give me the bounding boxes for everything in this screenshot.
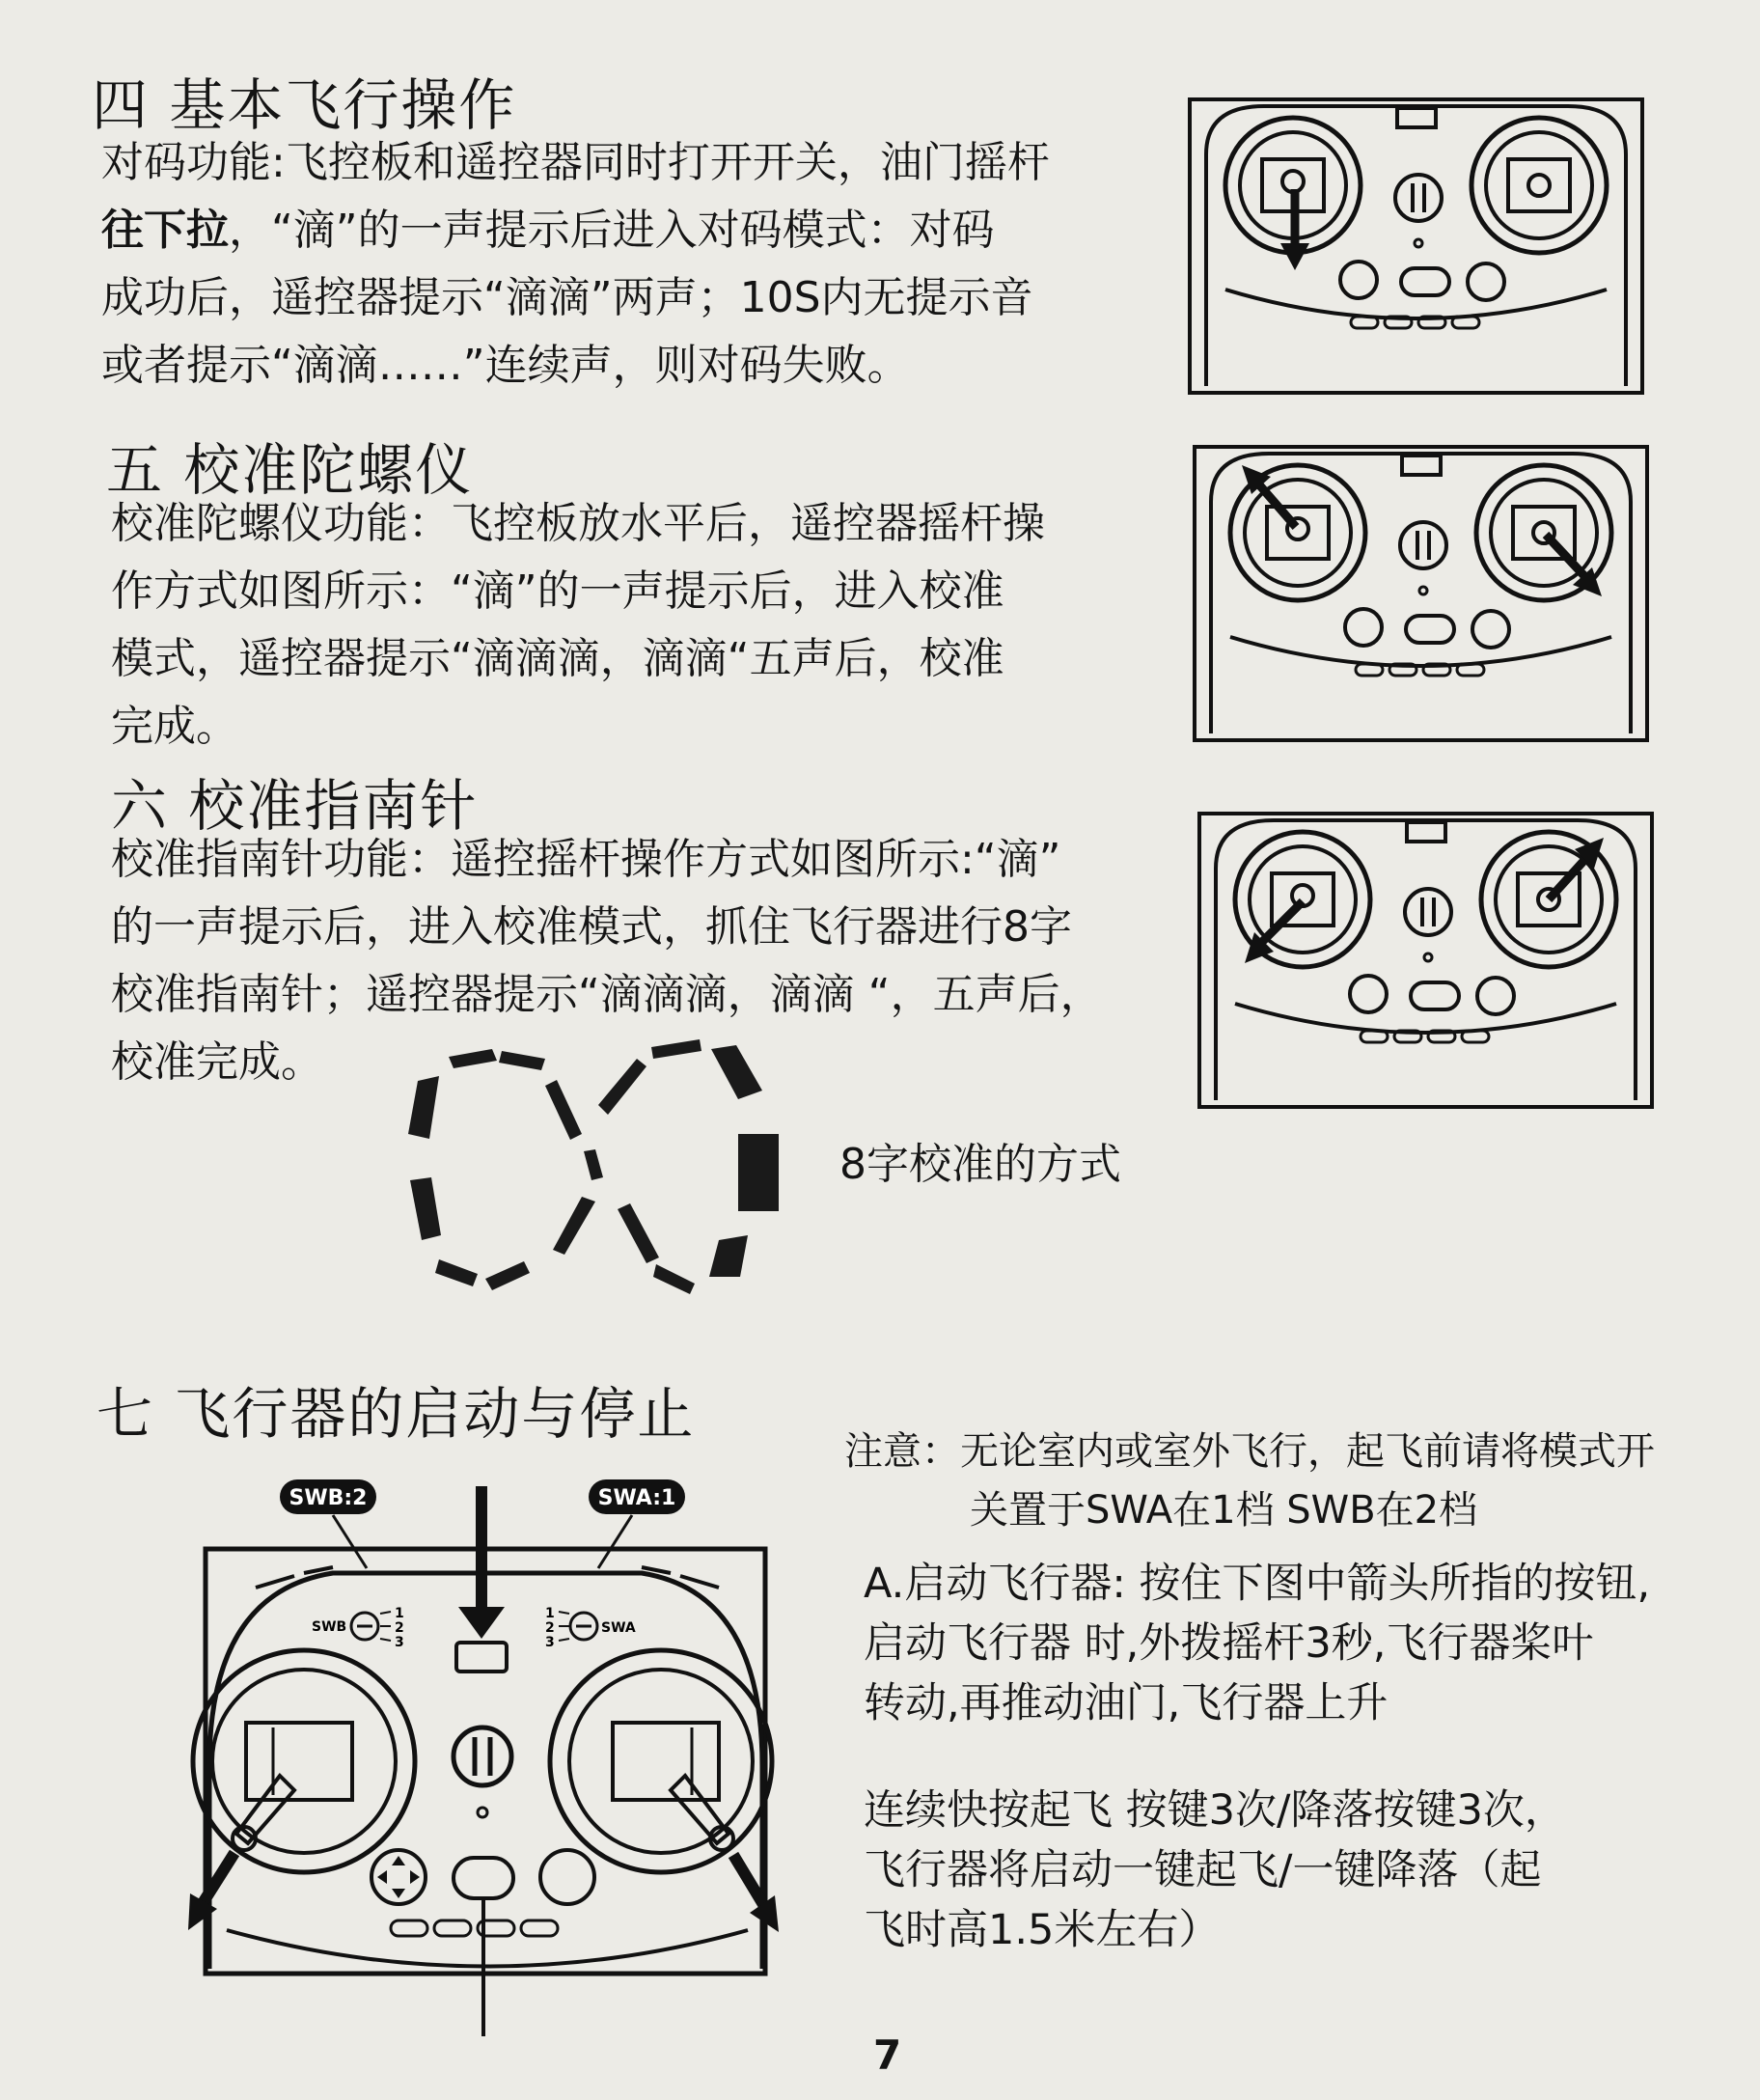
note-line-1: 注意：无论室内或室外飞行，起飞前请将模式开 xyxy=(844,1429,1655,1474)
section-6-body: 校准指南针功能：遥控摇杆操作方式如图所示:“滴” 的一声提示后，进入校准模式，抓住飞行器进行8字 校准指南针；遥控器提示“滴滴滴，滴滴 “，五声后， 校准完成。 xyxy=(111,835,1103,1087)
controller-diagram-gyro xyxy=(1192,444,1650,743)
section-7-title: 七 飞行器的启动与停止 xyxy=(96,1381,696,1447)
swb-badge xyxy=(280,1479,376,1514)
svg-text:SWB:2: SWB:2 xyxy=(289,1486,368,1510)
figure-8-diagram xyxy=(400,1037,806,1308)
start-aircraft-instructions: A.启动飞行器: 按住下图中箭头所指的按钮, 启动飞行器 时,外拨摇杆3秒,飞行器桨叶 转动,再推动油门,飞行器上升 xyxy=(864,1560,1651,1727)
svg-text:SWA: SWA xyxy=(601,1620,636,1636)
swa-badge xyxy=(589,1479,685,1514)
page-number: 7 xyxy=(873,2031,902,2079)
note-line-2: 关置于SWA在1档 SWB在2档 xyxy=(970,1488,1478,1533)
section-4-title: 四 基本飞行操作 xyxy=(92,72,517,138)
controller-diagram-start xyxy=(188,1477,786,2036)
svg-text:SWB: SWB xyxy=(312,1619,347,1635)
svg-text:2: 2 xyxy=(545,1620,555,1636)
svg-text:3: 3 xyxy=(545,1635,555,1650)
controller-diagram-compass xyxy=(1196,811,1655,1110)
svg-text:SWA:1: SWA:1 xyxy=(597,1486,676,1510)
one-key-takeoff-instructions: 连续快按起飞 按键3次/降落按键3次， 飞行器将启动一键起飞/一键降落（起 飞时高1.5米左右） xyxy=(864,1786,1566,1954)
section-4-body: 对码功能:飞控板和遥控器同时打开开关，油门摇杆 往下拉，“滴”的一声提示后进入对码模式：对码 成功后，遥控器提示“滴滴”两声；10S内无提示音 或者提示“滴滴……”连续声，则对码失败。 xyxy=(101,138,1050,390)
section-5-body: 校准陀螺仪功能：飞控板放水平后，遥控器摇杆操 作方式如图所示：“滴”的一声提示后，进入校准 模式，遥控器提示“滴滴滴，滴滴“五声后，校准 完成。 xyxy=(111,499,1045,751)
section-5-title: 五 校准陀螺仪 xyxy=(106,437,474,503)
figure-8-caption: 8字校准的方式 xyxy=(839,1140,1121,1189)
svg-text:3: 3 xyxy=(395,1635,404,1650)
svg-text:2: 2 xyxy=(395,1620,404,1636)
svg-text:1: 1 xyxy=(395,1606,404,1621)
controller-diagram-pairing xyxy=(1187,97,1645,396)
section-6-title: 六 校准指南针 xyxy=(111,773,479,839)
svg-text:1: 1 xyxy=(545,1606,555,1621)
